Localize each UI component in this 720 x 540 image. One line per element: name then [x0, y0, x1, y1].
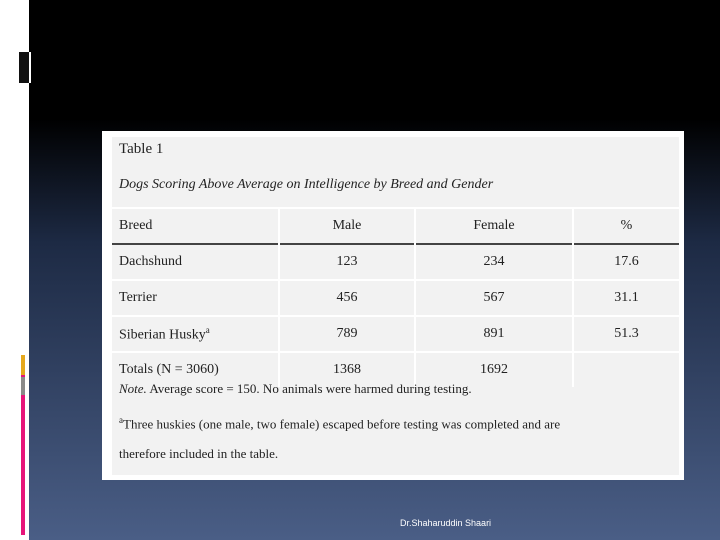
- header-row: [112, 208, 679, 244]
- accent-yellow-segment: [21, 355, 25, 375]
- cell-male: 123: [279, 244, 415, 280]
- table-panel: [112, 137, 679, 475]
- header-percent: %: [620, 218, 633, 233]
- cell-breed: [112, 316, 279, 352]
- note-label: Note.: [119, 381, 147, 396]
- note-text: Average score = 150. No animals were harmed during testing.: [149, 381, 472, 396]
- footnote-line-2: therefore included in the table.: [119, 446, 279, 461]
- accent-gray-segment: [21, 377, 25, 395]
- cell-male: 789: [279, 316, 415, 352]
- breed-label: Siberian Husky: [119, 327, 206, 343]
- header-breed: Breed: [112, 208, 279, 244]
- slide-footer: Dr.Shaharuddin Shaari: [400, 518, 492, 528]
- footnote-text-1: Three huskies (one male, two female) escaped before testing was completed and are: [123, 416, 561, 432]
- footnote-line-1: [119, 415, 560, 432]
- table-row: [112, 244, 679, 280]
- cell-breed: Totals (N = 3060): [112, 352, 279, 387]
- data-table: [112, 207, 679, 387]
- cell-male: 1368: [279, 352, 415, 387]
- table-image: [102, 131, 684, 480]
- cell-percent: 51.3: [614, 326, 639, 341]
- footnote-superscript: a: [205, 324, 210, 335]
- cell-female: 234: [415, 244, 573, 280]
- slide-bullet-marker: [19, 52, 29, 83]
- cell-percent: [573, 352, 679, 387]
- left-accent-bar: [21, 355, 25, 535]
- cell-percent: 31.1: [614, 290, 639, 305]
- table-note: [119, 381, 472, 397]
- cell-female: 567: [415, 280, 573, 316]
- cell-male: 456: [279, 280, 415, 316]
- cell-female: 891: [415, 316, 573, 352]
- header-female: Female: [415, 208, 573, 244]
- header-male: Male: [279, 208, 415, 244]
- cell-female: 1692: [415, 352, 573, 387]
- table-row: [112, 280, 679, 316]
- cell-breed: Terrier: [112, 280, 279, 316]
- table-number: Table 1: [119, 141, 164, 157]
- cell-breed: Dachshund: [112, 244, 279, 280]
- footnote-marker: a: [119, 415, 123, 425]
- table-title: Dogs Scoring Above Average on Intelligence by Breed and Gender: [119, 177, 494, 192]
- cell-percent: 17.6: [614, 254, 639, 269]
- table-row: [112, 316, 679, 352]
